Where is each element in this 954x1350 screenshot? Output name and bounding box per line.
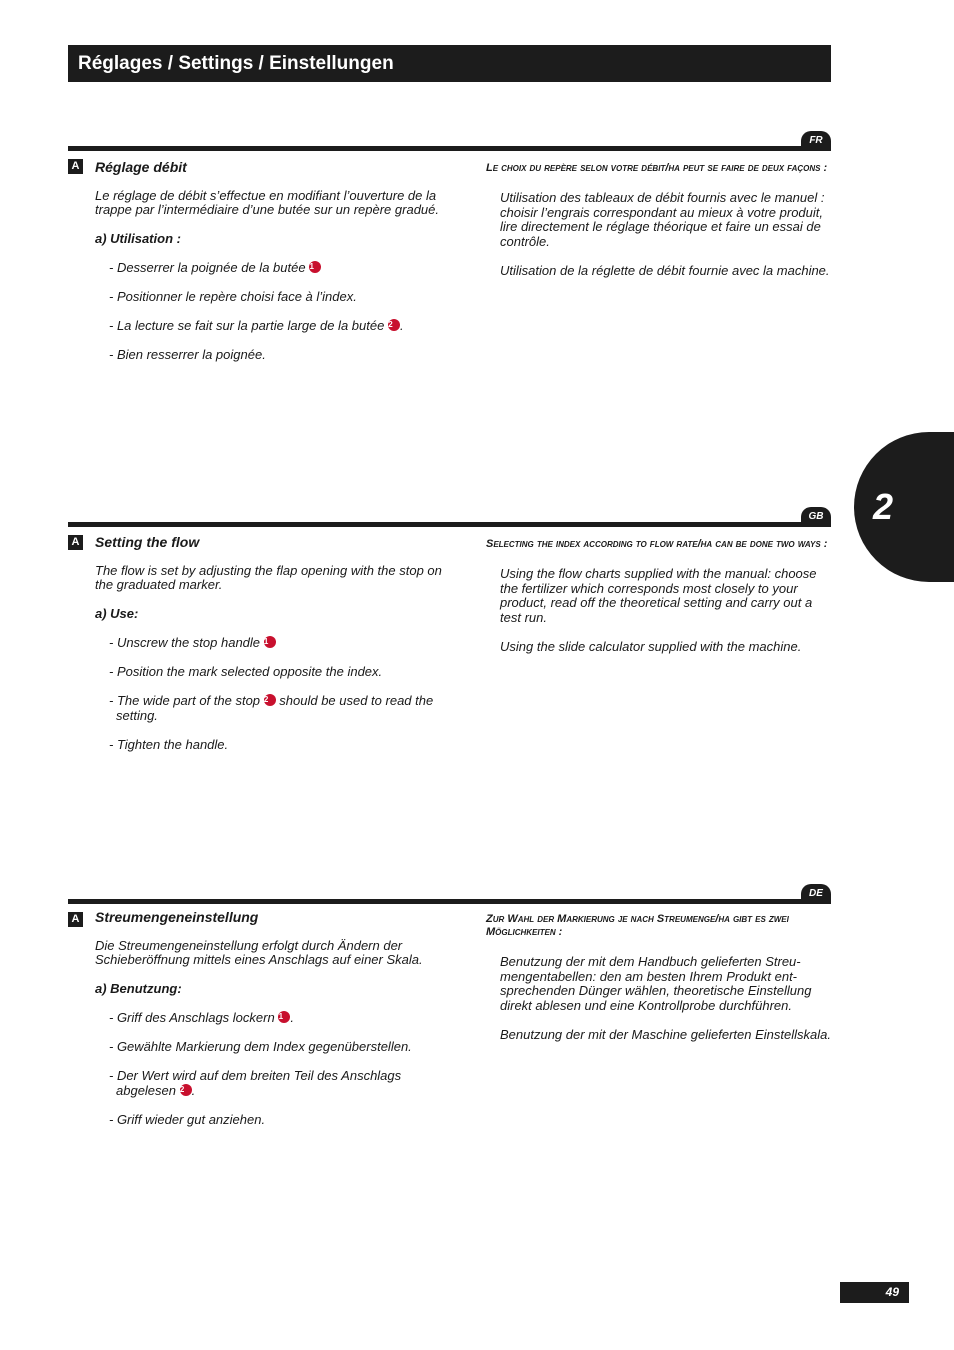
subheading: a) Utilisation : <box>95 231 181 246</box>
list-item: - Positionner le repère choisi face à l’index. <box>109 289 357 304</box>
right-column <box>486 162 831 293</box>
page-header <box>68 45 831 82</box>
right-heading: Le choix du repère selon votre débit/ha peut se faire de deux façons : <box>486 162 828 174</box>
language-tab-de: DE <box>801 884 831 903</box>
right-heading: Zur Wahl der Markierung je nach Streumenge/ha gibt es zwei Möglichkeiten : <box>486 913 789 938</box>
intro-text: Die Streumengeneinstellung erfolgt durch Ändern der Schieberöffnung mittels eines Anschlags auf einer Skala. <box>95 937 423 967</box>
right-paragraph: Using the slide calculator supplied with the machine. <box>500 638 802 654</box>
page-number: 49 <box>840 1282 909 1303</box>
section-rule <box>68 522 831 527</box>
section-marker: A <box>68 535 83 550</box>
subheading: a) Use: <box>95 606 139 621</box>
left-column <box>95 535 445 767</box>
chapter-number: 2 <box>873 486 894 527</box>
callout-number: 1 <box>264 636 276 648</box>
section-marker: A <box>68 159 83 174</box>
section-gb <box>68 507 831 767</box>
right-paragraph: Using the flow charts supplied with the manual: choose the fertilizer which corresponds most closely to your product, read off the theoretical setting and carry out a test run. <box>500 566 817 625</box>
list-item: - Tighten the handle. <box>109 736 229 752</box>
right-paragraph: Benutzung der mit dem Handbuch gelieferten Streu-mengentabellen: den am besten Ihrem Produkt ent-sprechenden Dünger wählen, theoretische Einstellung direkt ablesen und eine Kontrollprobe durchführen. <box>500 954 812 1013</box>
section-title: Setting the flow <box>95 534 200 550</box>
callout-number: 1 <box>278 1011 290 1023</box>
list-item: - Der Wert wird auf dem breiten Teil des Anschlags abgelesen 2 . <box>109 1068 402 1098</box>
chapter-tab <box>854 432 954 582</box>
callout-number: 2 <box>388 319 400 331</box>
section-marker: A <box>68 912 83 927</box>
right-column <box>486 538 831 669</box>
section-fr <box>68 131 831 391</box>
left-column <box>95 160 445 377</box>
section-title: Réglage débit <box>95 159 187 175</box>
section-de <box>68 884 831 1144</box>
callout-number: 2 <box>180 1084 192 1096</box>
subheading: a) Benutzung: <box>95 981 182 996</box>
list-item: - Unscrew the stop handle 1 <box>109 636 445 651</box>
language-tab-fr: FR <box>801 131 831 150</box>
intro-text: The flow is set by adjusting the flap opening with the stop on the graduated marker. <box>95 562 442 592</box>
list-item: - Gewählte Markierung dem Index gegenüberstellen. <box>109 1039 412 1054</box>
list-item: - The wide part of the stop 2 should be used to read the setting. <box>109 693 434 723</box>
list-item: - Griff des Anschlags lockern 1 . <box>109 1010 294 1025</box>
header-title: Réglages / Settings / Einstellungen <box>78 53 394 74</box>
intro-text: Le réglage de débit s’effectue en modifiant l’ouverture de la trappe par l’intermédiaire d’une butée sur un repère gradué. <box>95 187 439 217</box>
right-paragraph: Utilisation des tableaux de débit fournis avec le manuel : choisir l’engrais correspondant au mieux à votre produit, lire directement le réglage théorique et faire un essai de contrôle. <box>500 190 825 249</box>
list-item: - Position the mark selected opposite the index. <box>109 664 383 679</box>
language-tab-gb: GB <box>801 507 831 526</box>
right-paragraph: Benutzung der mit der Maschine gelieferten Einstellskala. <box>500 1026 831 1042</box>
section-rule <box>68 899 831 904</box>
left-column <box>95 910 445 1142</box>
list-item: - Bien resserrer la poignée. <box>109 347 266 362</box>
section-title: Streumengeneinstellung <box>95 909 259 925</box>
right-heading: Selecting the index according to flow rate/ha can be done two ways : <box>486 538 828 550</box>
list-item: - Desserrer la poignée de la butée 1 <box>109 261 445 276</box>
section-rule <box>68 146 831 151</box>
right-column <box>486 913 831 1057</box>
callout-number: 1 <box>309 261 321 273</box>
list-item: - La lecture se fait sur la partie large de la butée 2 . <box>109 318 404 333</box>
list-item: - Griff wieder gut anziehen. <box>109 1111 266 1127</box>
callout-number: 2 <box>264 694 276 706</box>
right-paragraph: Utilisation de la réglette de débit fournie avec la machine. <box>500 262 830 278</box>
